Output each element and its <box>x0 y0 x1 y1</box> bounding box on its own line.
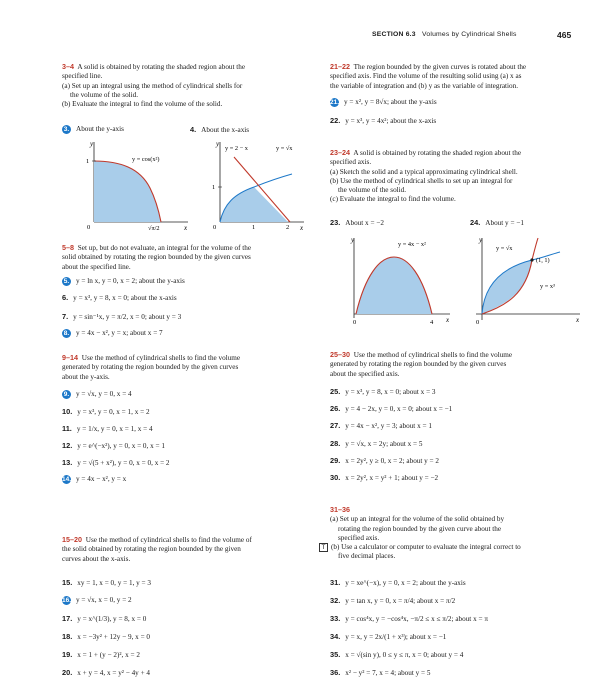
exercise-32 <box>330 596 455 605</box>
x-axis-label: x <box>184 224 188 230</box>
exercise-4 <box>190 125 249 134</box>
exercise-number: 5. <box>63 278 70 285</box>
intro-line: specified axis. <box>330 158 372 167</box>
figure-exercise-24 <box>470 232 585 328</box>
intro-line: Use the method of cylindrical shells to find the volume of <box>85 536 252 544</box>
exercise-text: x = 2y², x = y² + 1; about y = −2 <box>345 474 439 482</box>
figure-exercise-23 <box>334 232 454 328</box>
exercise-number: 18. <box>62 632 73 641</box>
intro-line: Use the method of cylindrical shells to find the volume <box>353 351 513 359</box>
part-a-line: (a) Set up an integral using the method of cylindrical shells for <box>62 81 243 90</box>
exercise-number: 34. <box>330 632 341 641</box>
range-label: 23–24 <box>330 148 350 157</box>
x-axis-label: x <box>446 316 450 324</box>
exercise-number: 3. <box>63 126 70 133</box>
origin-label: 0 <box>353 319 357 326</box>
exercise-11 <box>62 424 153 433</box>
exercise-text: About the x-axis <box>201 126 250 134</box>
range-label: 5–8 <box>62 243 74 252</box>
range-label: 3–4 <box>62 62 74 71</box>
exercise-text: y = ln x, y = 0, x = 2; about the y-axis <box>76 277 185 285</box>
part-b-line: (b) Evaluate the integral to find the volume of the solid. <box>62 100 223 109</box>
intro-line: solid obtained by rotating the region bounded by the given curves <box>62 253 251 262</box>
exercise-text: x² − y² = 7, x = 4; about y = 5 <box>345 669 431 677</box>
exercise-text: y = √x, x = 2y; about x = 5 <box>345 440 423 448</box>
part-a-line: the volume of the solid. <box>70 90 139 99</box>
exercise-number: 33. <box>330 614 341 623</box>
figure-exercise-4 <box>198 138 308 230</box>
exercise-26 <box>330 404 452 413</box>
exercise-6 <box>62 293 177 302</box>
exercise-text: y = x³, y = 8, x = 0; about x = 3 <box>345 388 436 396</box>
intro-line: The region bounded by the given curves is rotated about the <box>353 63 527 71</box>
origin-label: 0 <box>87 224 91 230</box>
exercise-number: 10. <box>62 407 73 416</box>
exercise-number: 9. <box>63 391 70 398</box>
page-number: 465 <box>557 30 572 40</box>
part-c: (c) Evaluate the integral to find the volume. <box>330 195 456 204</box>
curve-label: y = 4x − x² <box>398 241 426 248</box>
exercise-number: 30. <box>330 473 341 482</box>
part-a-line: (a) Set up an integral for the volume of the solid obtained by <box>330 515 505 524</box>
shaded-region <box>482 260 532 314</box>
y-axis-label: y <box>351 236 355 244</box>
exercise-number: 8. <box>63 330 70 337</box>
exercise-text: y = √x, x = 0, y = 2 <box>76 596 132 604</box>
exercise-number: 7. <box>62 312 69 321</box>
tick-1: 1 <box>86 158 90 165</box>
figure-exercise-3 <box>62 138 192 230</box>
exercise-34 <box>330 632 446 641</box>
exercise-text: x = √(sin y), 0 ≤ y ≤ π, x = 0; about y = 4 <box>345 651 464 659</box>
exercise-text: y = cos⁴x, y = −cos⁴x, −π/2 ≤ x ≤ π/2; about x = π <box>345 615 488 623</box>
range-label: 15–20 <box>62 535 82 544</box>
exercise-text: x = 1 + (y − 2)², x = 2 <box>77 651 140 659</box>
exercise-number: 36. <box>330 668 341 677</box>
section-label: SECTION 6.3 <box>372 31 416 38</box>
exercise-25 <box>330 387 436 396</box>
intro-line: about the specified line. <box>62 262 131 271</box>
exercise-30 <box>330 473 438 482</box>
exercise-text: y = √(5 + x²), y = 0, x = 0, x = 2 <box>77 459 170 467</box>
intro-line: generated by rotating the region bounded by the given curves <box>62 363 239 372</box>
exercise-33 <box>330 614 488 623</box>
exercise-number: 12. <box>62 441 73 450</box>
exercise-number: 35. <box>330 650 341 659</box>
curve-label-cube: y = x³ <box>540 283 555 290</box>
exercise-text: y = 4x − x², y = 3; about x = 1 <box>345 422 432 430</box>
part-b-line: (b) Use a calculator or computer to evaluate the integral correct to <box>331 543 521 552</box>
exercise-text: y = 4x − x², y = x; about x = 7 <box>76 329 163 337</box>
exercise-number: 21. <box>330 99 340 106</box>
tick-sqrt-pi-2: √π/2 <box>148 225 160 230</box>
range-label: 31–36 <box>330 505 350 514</box>
exercise-13 <box>62 458 170 467</box>
exercise-block-31-36 <box>321 505 585 562</box>
origin-label: 0 <box>213 224 217 230</box>
exercise-block-15-20 <box>62 535 310 564</box>
exercise-number: 6. <box>62 293 69 302</box>
exercise-text: About x = −2 <box>345 219 384 227</box>
exercise-number: 28. <box>330 439 341 448</box>
exercise-number: 13. <box>62 458 73 467</box>
range-label: 9–14 <box>62 353 78 362</box>
exercise-text: y = tan x, y = 0, x = π/4; about x = π/2 <box>345 597 456 605</box>
intro-line: about the specified axis. <box>330 369 400 378</box>
y-axis-label: y <box>216 140 220 148</box>
curve-label-sqrt: y = √x <box>276 145 293 152</box>
exercise-number: 32. <box>330 596 341 605</box>
exercise-block-9-14 <box>62 353 310 382</box>
exercise-text: x = −3y² + 12y − 9, x = 0 <box>77 633 151 641</box>
exercise-21 <box>330 98 437 107</box>
x-axis-label: x <box>576 316 580 324</box>
exercise-14 <box>62 475 126 484</box>
exercise-number: 23. <box>330 218 341 227</box>
exercise-number: 4. <box>190 125 197 134</box>
running-header <box>372 31 517 38</box>
exercise-27 <box>330 421 432 430</box>
intro-line: the variable of integration and (b) y as the variable of integration. <box>330 81 519 90</box>
exercise-text: y = sin⁻¹x, y = π/2, x = 0; about y = 3 <box>73 313 182 321</box>
exercise-number: 22. <box>330 116 341 125</box>
intro-line: Use the method of cylindrical shells to find the volume <box>81 354 241 362</box>
exercise-24 <box>470 218 524 227</box>
exercise-20 <box>62 668 150 677</box>
point-label: (1, 1) <box>536 257 550 264</box>
section-title: Volumes by Cylindrical Shells <box>422 31 517 38</box>
exercise-text: y = x², y = 8√x; about the y-axis <box>344 98 437 106</box>
part-b-line: five decimal places. <box>338 552 396 561</box>
exercise-number: 19. <box>62 650 73 659</box>
exercise-number: 31. <box>330 578 341 587</box>
exercise-text: xy = 1, x = 0, y = 1, y = 3 <box>77 579 151 587</box>
exercise-text: y = xe^(−x), y = 0, x = 2; about the y-axis <box>345 579 466 587</box>
tick-2-x: 2 <box>286 224 290 230</box>
intro-line: A solid is obtained by rotating the shaded region about the <box>77 63 246 71</box>
exercise-text: y = 4x − x², y = x <box>76 475 127 483</box>
exercise-number: 14. <box>62 476 72 483</box>
exercise-text: y = x³, y = 0, x = 1, x = 2 <box>77 408 150 416</box>
exercise-18 <box>62 632 150 641</box>
exercise-number: 27. <box>330 421 341 430</box>
technology-icon: T <box>319 543 328 552</box>
exercise-text: y = 1/x, y = 0, x = 1, x = 4 <box>76 425 153 433</box>
exercise-number: 20. <box>62 668 73 677</box>
exercise-text: y = 4 − 2x, y = 0, x = 0; about x = −1 <box>345 405 453 413</box>
exercise-23 <box>330 218 384 227</box>
intro-line: specified line. <box>62 72 103 81</box>
intro-line: Set up, but do not evaluate, an integral for the volume of the <box>77 244 252 252</box>
exercise-31 <box>330 578 466 587</box>
exercise-number: 11. <box>62 424 72 433</box>
exercise-text: y = x³, y = 4x²; about the x-axis <box>345 117 437 125</box>
curve-label: y = cos(x²) <box>132 156 160 163</box>
tick-1-x: 1 <box>252 224 256 230</box>
part-b-line: (b) Use the method of cylindrical shells to set up an integral for <box>330 176 513 185</box>
part-b-line: the volume of the solid. <box>338 186 407 195</box>
exercise-number: 29. <box>330 456 341 465</box>
range-label: 21–22 <box>330 62 350 71</box>
exercise-text: x + y = 4, x = y² − 4y + 4 <box>77 669 151 677</box>
exercise-text: y = x³, y = 8, x = 0; about the x-axis <box>73 294 177 302</box>
y-axis-label: y <box>90 140 94 148</box>
exercise-36 <box>330 668 431 677</box>
exercise-9 <box>62 390 132 399</box>
exercise-block-23-24 <box>330 148 585 205</box>
exercise-35 <box>330 650 463 659</box>
shaded-region-left <box>220 187 254 222</box>
x-axis-label: x <box>300 224 304 230</box>
tick-1-y: 1 <box>212 184 216 191</box>
exercise-number: 16. <box>62 597 72 604</box>
exercise-28 <box>330 439 422 448</box>
exercise-29 <box>330 456 439 465</box>
exercise-block-3-4 <box>62 62 310 109</box>
shaded-region <box>356 257 432 314</box>
exercise-text: x = 2y², y ≥ 0, x = 2; about y = 2 <box>345 457 440 465</box>
exercise-number: 24. <box>470 218 481 227</box>
exercise-text: About y = −1 <box>485 219 524 227</box>
curve-label-line: y = 2 − x <box>225 145 248 152</box>
exercise-7 <box>62 312 181 321</box>
exercise-3 <box>62 125 124 134</box>
intro-line: about the y-axis. <box>62 372 110 381</box>
intro-line: specified axis. Find the volume of the resulting solid using (a) x as <box>330 72 522 81</box>
exercise-8 <box>62 329 163 338</box>
exercise-16 <box>62 596 132 605</box>
intro-line: generated by rotating the region bounded by the given curves <box>330 360 507 369</box>
exercise-number: 26. <box>330 404 341 413</box>
y-axis-label: y <box>479 236 483 244</box>
exercise-block-5-8 <box>62 243 310 272</box>
exercise-number: 17. <box>62 614 73 623</box>
exercise-10 <box>62 407 150 416</box>
exercise-text: y = x^(1/3), y = 8, x = 0 <box>77 615 147 623</box>
part-a: (a) Sketch the solid and a typical approximating cylindrical shell. <box>330 167 518 176</box>
exercise-text: y = √x, y = 0, x = 4 <box>76 390 132 398</box>
exercise-12 <box>62 441 165 450</box>
exercise-17 <box>62 614 146 623</box>
part-a-line: rotating the region bounded by the given curve about the <box>338 524 502 533</box>
exercise-block-25-30 <box>330 350 585 379</box>
exercise-number: 15. <box>62 578 73 587</box>
exercise-text: y = x, y = 2x/(1 + x³); about x = −1 <box>345 633 447 641</box>
shaded-region <box>94 161 161 222</box>
exercise-block-21-22 <box>330 62 585 91</box>
exercise-15 <box>62 578 151 587</box>
exercise-22 <box>330 116 436 125</box>
shaded-region-right <box>254 187 288 222</box>
exercise-19 <box>62 650 140 659</box>
part-a-line: specified axis. <box>338 533 380 542</box>
curve-label-sqrt: y = √x <box>496 245 513 252</box>
intro-line: A solid is obtained by rotating the shaded region about the <box>353 149 522 157</box>
intro-line: the solid obtained by rotating the region bounded by the given <box>62 545 241 554</box>
origin-label: 0 <box>476 319 480 326</box>
exercise-5 <box>62 277 185 286</box>
exercise-number: 25. <box>330 387 341 396</box>
tick-4: 4 <box>430 319 434 326</box>
exercise-text: y = e^(−x²), y = 0, x = 0, x = 1 <box>77 442 165 450</box>
range-label: 25–30 <box>330 350 350 359</box>
intro-line: curves about the x-axis. <box>62 554 131 563</box>
exercise-text: About the y-axis <box>76 125 124 133</box>
